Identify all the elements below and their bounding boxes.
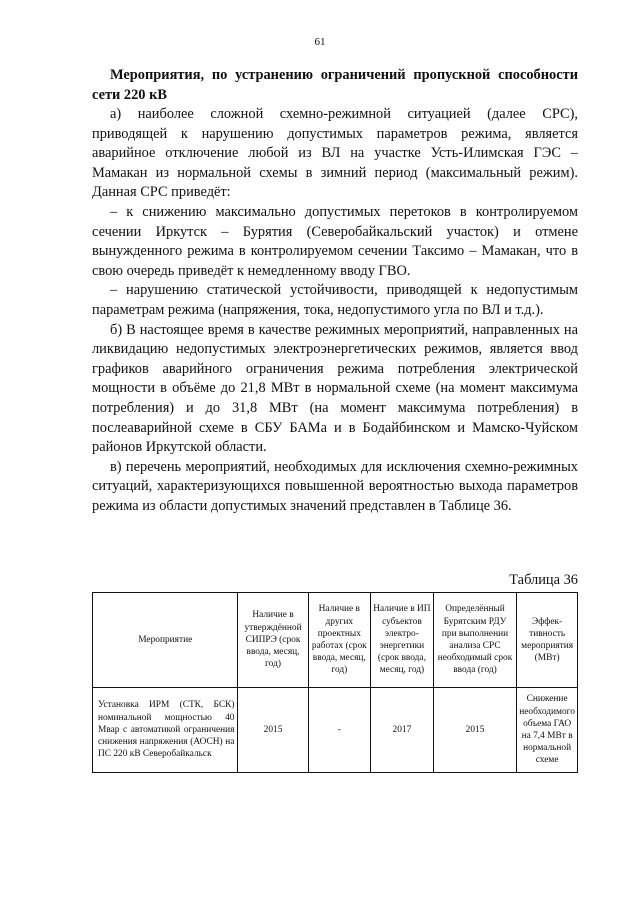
cell-other-projects: - bbox=[308, 688, 371, 773]
table-header-row bbox=[93, 593, 578, 688]
paragraph-a: а) наиболее сложной схемно-режимной ситуацией (далее СРС), приводящей к нарушению допустимых параметров режима, является аварийное отключение любой из ВЛ на участке Усть-Илимская ГЭС – Мамакан из нормальной схемы в зимний период (максимальный режим). Данная СРС приведёт: bbox=[92, 106, 578, 201]
header-other-projects: Наличие в других проектных работах (срок ввода, месяц, год) bbox=[308, 593, 371, 688]
cell-investment-programs: 2017 bbox=[371, 688, 434, 773]
paragraph-b: б) В настоящее время в качестве режимных мероприятий, направленных на ликвидацию недопустимых электроэнергетических режимов, является ввод графиков аварийного ограничения режима потребления электрической мощности в объёме до 21,8 МВт в нормальной схеме (на момент максимума потребления) и до 31,8 МВт (на момент максимума потребления) в послеаварийной схеме в СБУ БАМа и в Бодайбинском и Мамско-Чуйском районов Иркутской области. bbox=[92, 321, 578, 456]
header-measure: Мероприятие bbox=[93, 593, 238, 688]
section-heading: Мероприятия, по устранению ограничений пропускной способности сети 220 кВ bbox=[92, 67, 578, 103]
paragraph-consequence-2: – нарушению статической устойчивости, приводящей к недопустимым параметрам режима (напряжения, тока, недопустимого угла по ВЛ и т.д.). bbox=[92, 282, 578, 318]
header-rdu-deadline: Определённый Бурятским РДУ при выполнении анализа СРС необходимый срок ввода (год) bbox=[433, 593, 516, 688]
cell-rdu-deadline: 2015 bbox=[433, 688, 516, 773]
header-sipre: Наличие в утверждённой СИПРЭ (срок ввода, месяц, год) bbox=[238, 593, 308, 688]
paragraph-v: в) перечень мероприятий, необходимых для исключения схемно-режимных ситуаций, характеризующихся повышенной вероятностью выхода параметров режима из области допустимых значений представлен в Таблице 36. bbox=[92, 458, 578, 514]
cell-efficiency: Снижение необходимого объема ГАО на 7,4 МВт в нормальной схеме bbox=[517, 688, 578, 773]
measures-table bbox=[92, 592, 578, 773]
table-row bbox=[93, 688, 578, 773]
header-efficiency: Эффек-тивность мероприятия (МВт) bbox=[517, 593, 578, 688]
paragraph-consequence-1: – к снижению максимально допустимых перетоков в контролируемом сечении Иркутск – Бурятия (Северобайкальский участок) и отмене вынужденного режима в контролируемом сечении Таксимо – Мамакан, что в свою очередь приведёт к немедленному вводу ГВО. bbox=[92, 203, 578, 279]
document-body bbox=[92, 66, 578, 516]
cell-measure: Установка ИРМ (СТК, БСК) номинальной мощностью 40 Мвар с автоматикой ограничения снижения напряжения (АОСН) на ПС 220 кВ Северобайкальск bbox=[93, 688, 238, 773]
table-caption: Таблица 36 bbox=[509, 572, 578, 588]
header-investment-programs: Наличие в ИП субъектов электро-энергетики (срок ввода, месяц, год) bbox=[371, 593, 434, 688]
cell-sipre: 2015 bbox=[238, 688, 308, 773]
page-number: 61 bbox=[314, 36, 326, 48]
